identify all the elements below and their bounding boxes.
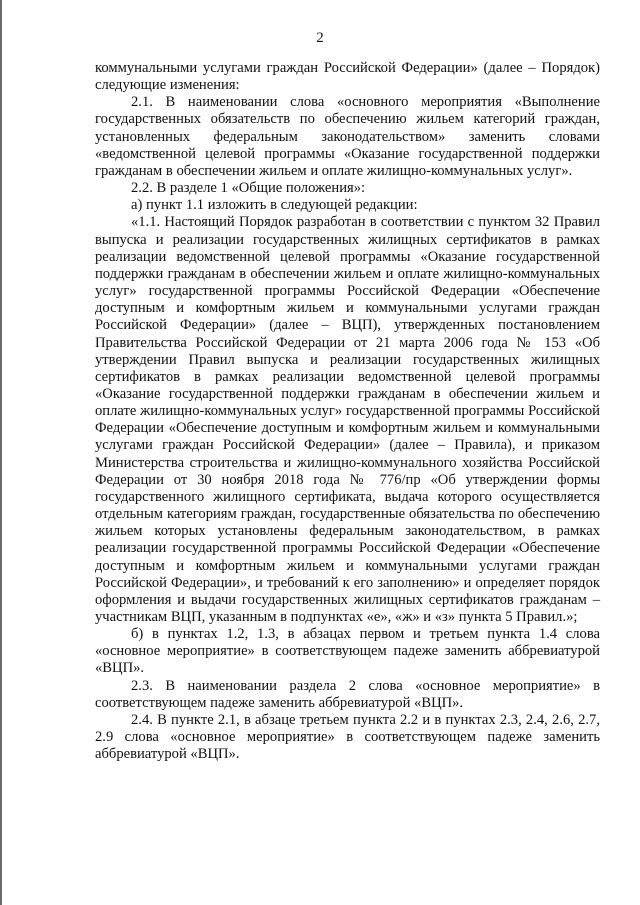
scan-left-edge xyxy=(0,0,2,905)
paragraph-1-1-quote: «1.1. Настоящий Порядок разработан в соответствии с пунктом 32 Правил выпуска и реализации государственных жилищных сертификатов в рамках реализации ведомственной целевой программы «Оказание государственной поддержки гражданам в обеспечении жильем и оплате жилищно-коммунальных услуг» государственной программы Российской Федерации «Обеспечение доступным и комфортным жильем и коммунальными услугами граждан Российской Федерации» (далее – ВЦП), утвержденных постановлением Правительства Российской Федерации от 21 марта 2006 года № 153 «Об утверждении Правил выпуска и реализации государственных жилищных сертификатов в рамках реализации ведомственной целевой программы «Оказание государственной поддержки гражданам в обеспечении жильем и оплате жилищно-коммунальных услуг» государственной программы Российской Федерации «Обеспечение доступным и комфортным жильем и коммунальными услугами граждан Российской Федерации» (далее – Правила), и приказом Министерства строительства и жилищно-коммунального хозяйства Российской Федерации от 30 ноября 2018 года № 776/пр «Об утверждении формы государственного жилищного сертификата, выдача которого осуществляется отдельным категориям граждан, государственные обязательства по обеспечению жильем которых установлены федеральным законодательством, в рамках реализации государственной программы Российской Федерации «Обеспечение доступным и комфортным жильем и коммунальными услугами граждан Российской Федерации», и требований к его заполнению» и определяет порядок оформления и выдачи государственных жилищных сертификатов гражданам – участникам ВЦП, указанным в подпунктах «е», «ж» и «з» пункта 5 Правил.»; xyxy=(95,214,600,625)
paragraph-2-3: 2.3. В наименовании раздела 2 слова «основное мероприятие» в соответствующем падеже заменить аббревиатурой «ВЦП». xyxy=(95,677,600,711)
paragraph-2-2: 2.2. В разделе 1 «Общие положения»: xyxy=(131,180,366,197)
paragraph-item-b: б) в пунктах 1.2, 1.3, в абзацах первом и третьем пункта 1.4 слова «основное мероприятие» в соответствующем падеже заменить аббревиатурой «ВЦП». xyxy=(95,626,600,677)
body-text xyxy=(95,60,600,763)
page-number: 2 xyxy=(316,30,324,46)
paragraph-item-a: а) пункт 1.1 изложить в следующей редакции: xyxy=(131,197,418,214)
paragraph-2-1: 2.1. В наименовании слова «основного мероприятия «Выполнение государственных обязательств по обеспечению жильем категорий граждан, установленных федеральным законодательством» заменить словами «ведомственной целевой программы «Оказание государственной поддержки гражданам в обеспечении жильем и оплате жилищно-коммунальных услуг». xyxy=(95,94,600,179)
paragraph-2-4: 2.4. В пункте 2.1, в абзаце третьем пункта 2.2 и в пунктах 2.3, 2.4, 2.6, 2.7, 2.9 слова «основное мероприятие» в соответствующем падеже заменить аббревиатурой «ВЦП». xyxy=(95,711,600,763)
paragraph-continuation: коммунальными услугами граждан Российской Федерации» (далее – Порядок) следующие изменения: xyxy=(95,60,600,94)
